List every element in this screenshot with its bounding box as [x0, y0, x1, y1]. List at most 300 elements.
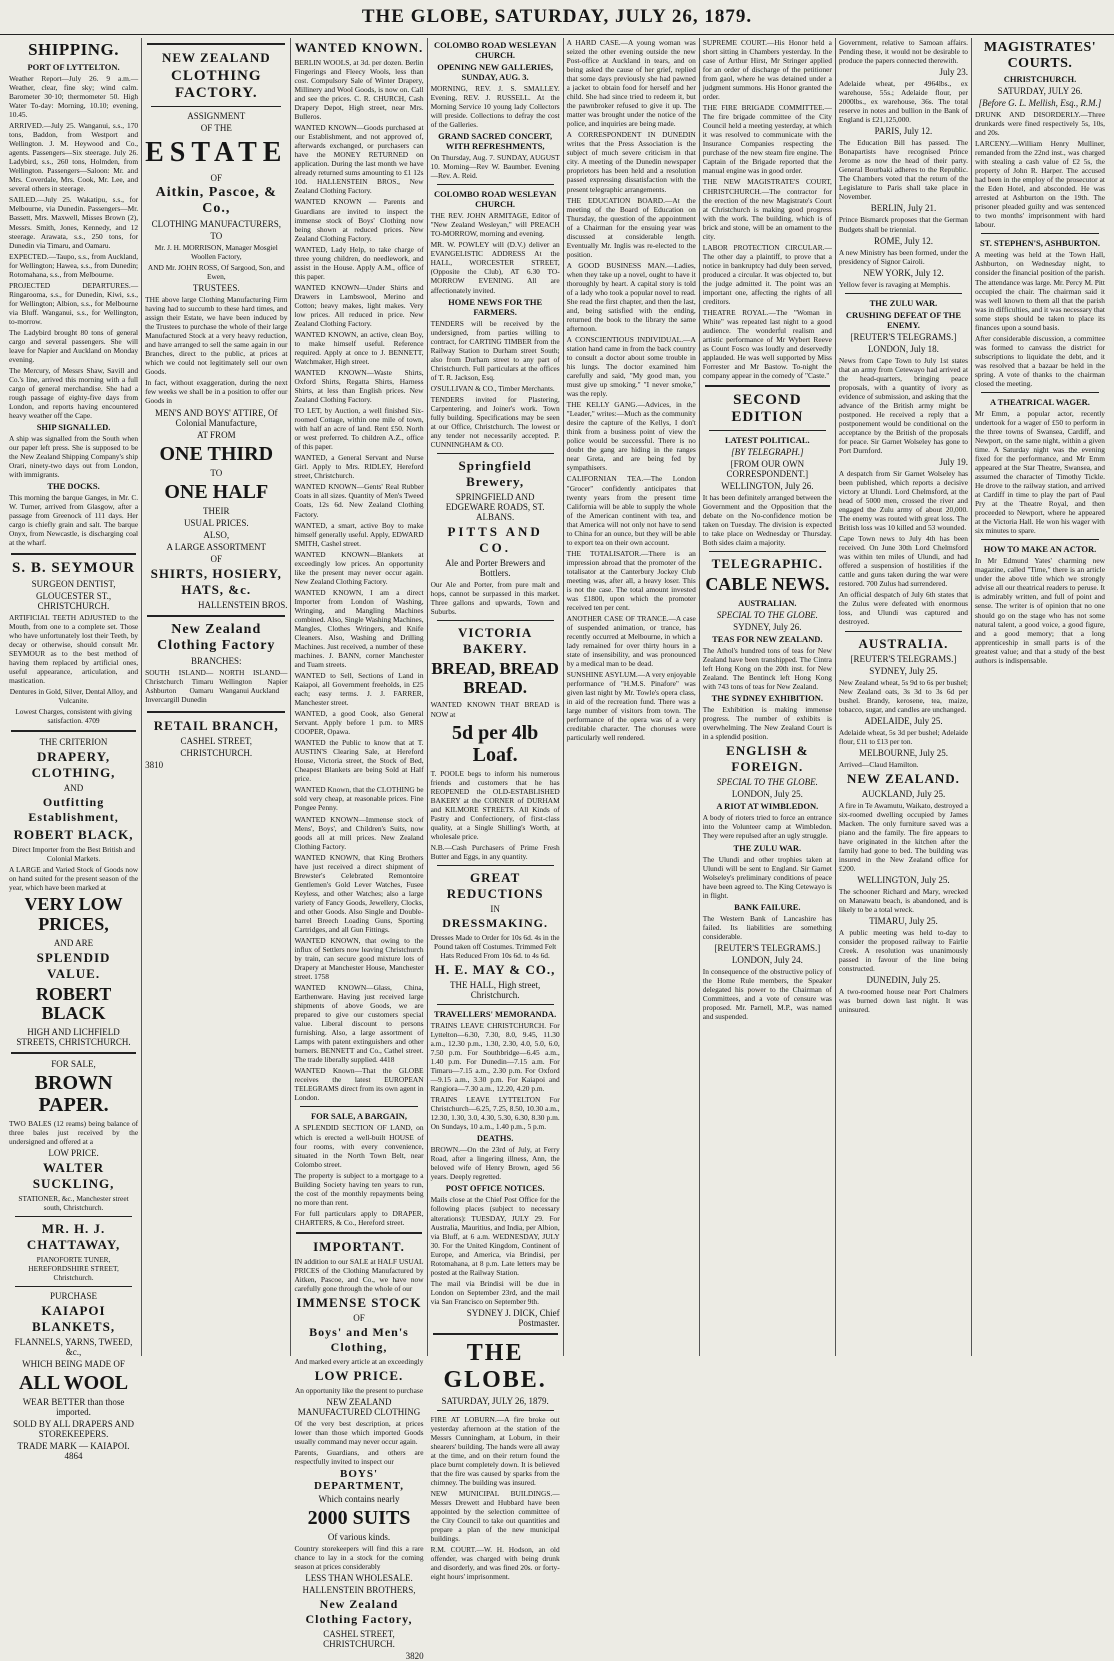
dateline: NEW YORK, July 12. — [863, 267, 944, 278]
news-paragraph: The Education Bill has passed. The Bonapartists have recognised Prince Jerome as now the head of their party. General Bourbaki adheres to the Republic. The Chambers voted that the return of the Legislature to Paris shall take place in November. — [838, 138, 968, 202]
walter-suckling: WALTER SUCKLING, — [32, 1160, 115, 1192]
wager-heading: A THEATRICAL WAGER. — [990, 396, 1090, 407]
criterion-sub: Direct Importer from the Best British and Colonial Markets. — [12, 844, 135, 863]
of-the: OF THE — [200, 123, 232, 133]
bakery-text: WANTED KNOWN THAT BREAD is NOW at — [430, 700, 560, 719]
classified-ad: WANTED, a General Servant and Nurse Girl. Apply to Mrs. RIDLEY, Hereford street, Christchurch. — [294, 453, 424, 481]
brewery-text: Our Ale and Porter, from pure malt and hops, cannot be surpassed in this market. Three gallons and upwards, Town and Suburbs. — [430, 579, 560, 617]
shipping-text: SAILED.—July 25. Wakatipu, s.s., for Melbourne, via Dunedin. Passengers—Mr. Bassett, Mrs. Maxwell, Misses Brown (2), Messrs. Smith, Jones, Kennedy, and 12 steerage. Arawata, s.s., 250 tons, for Dunedin via Timaru, and Oamaru. — [9, 195, 139, 250]
tender-text: TENDERS invited for Plastering, Carpentering, and Joiner's work. Town fully building. Specifications may be seen at our Office, Christchurch. The lowest or any tender not necessarily accepted. P. CUNNINGHAM & CO. — [430, 394, 560, 449]
divider — [709, 551, 826, 552]
news-paragraph: THE EDUCATION BOARD.—At the meeting of the Board of Education on Thursday, the question of the appointment of a Chairman for the ensuing year was discussed at considerable length. Eventually Mr. Inglis was re-elected to the position. — [566, 195, 696, 259]
ashburton-heading: ST. STEPHEN'S, ASHBURTON. — [979, 238, 1101, 249]
divider — [300, 1106, 417, 1107]
dateline: SYDNEY, July 25. — [869, 665, 938, 676]
classified-ad: TO LET, by Auction, a well finished Six-roomed Cottage, within one mile of town, with half an acre of land. Rent £50. North or west preferred. To children A.Z., office of this paper. — [294, 406, 424, 452]
their: THEIR — [203, 505, 230, 516]
column-5 — [564, 38, 700, 1356]
divider — [433, 1333, 558, 1335]
magistrates-heading: MAGISTRATES' COURTS. — [983, 40, 1097, 71]
news-paragraph: The Western Bank of Lancashire has failed. Its liabilities are something considerable. — [702, 913, 832, 941]
news-paragraph: SUPREME COURT.—His Honor held a short sitting in Chambers yesterday. In the case of Arthur Hirst, Mr Stringer applied for an order of discharge of the petitioner from gaol, where he was detained under a judgment summons. His Honor granted the order. — [702, 38, 832, 102]
special-to-globe: SPECIAL TO THE GLOBE. — [716, 610, 818, 621]
important-text: An opportunity like the present to purchase — [294, 1385, 424, 1395]
boys-mens-clothing: Boys' and Men's Clothing, — [309, 1324, 409, 1354]
bank-heading: BANK FAILURE. — [734, 901, 801, 912]
australia-heading: AUSTRALIA. — [858, 635, 949, 651]
dressmaking-text: Dresses Made to Order for 10s 6d. 4s in the Pound taken off Costumes. Trimmed Felt Hats Reduced From 10s 6d. to 4s 6d. — [430, 932, 560, 960]
various-kinds: Of various kinds. — [327, 1532, 391, 1543]
news-paragraph: An official despatch of July 6th states that the Zulus were defeated with enormous loss, and Ulundi was captured and destroyed. — [838, 590, 968, 627]
shirts-hosiery: SHIRTS, HOSIERY, HATS, &c. — [150, 565, 282, 597]
brown-paper: BROWN PAPER. — [34, 1072, 113, 1117]
church-text: THE REV. JOHN ARMITAGE, Editor of "New Zealand Wesleyan," will PREACH TO-MORROW, morning and evening. — [430, 211, 560, 239]
divider — [11, 730, 136, 732]
divider — [147, 43, 285, 45]
clothing-factory-heading: CLOTHING FACTORY. — [171, 68, 262, 101]
classified-ad: WANTED KNOWN, I am a direct Importer from London of Washing, Wringing, and Mangling Machines combined. Also, Single Washing Machines, Mangles, Clothes Wringers, and Knife Cleaners. Also, Washing and Drilling Machines. Just received, a number of these machines. J. BANN, corner Manchester and Tuam streets. — [294, 587, 424, 669]
news-paragraph: Cape Town news to July 4th has been received. On June 30th Lord Chelmsford was within ten miles of Ulundi, and had offered a suspension of hostilities if the cattle and guns taken during the war were restored. 700 Zulus had surrendered. — [838, 534, 968, 589]
south-island: SOUTH ISLAND— Christchurch Timaru Ashburton Oamaru Invercargill Dunedin — [145, 667, 214, 704]
wool-sub: WEAR BETTER than those imported. — [22, 1397, 125, 1418]
low-price: LOW PRICE. — [48, 1148, 99, 1159]
train-times: TRAINS LEAVE LYTTELTON For Christchurch—6.25, 7.25, 8.50, 10.30 a.m., 12.30, 1.30, 3.0, 4.30, 5.30, 6.30, 8.30 p.m. On Sundays, 10 a.m., 1.40 p.m., 5 p.m. — [430, 1095, 560, 1132]
h-e-may: H. E. MAY & CO., — [434, 961, 556, 977]
dateline: SATURDAY, JULY 26. — [997, 86, 1083, 96]
two-thousand-suits: 2000 SUITS — [307, 1507, 411, 1530]
very-low-prices: VERY LOW PRICES, — [24, 894, 123, 934]
news-paragraph: A CONSCIENTIOUS INDIVIDUAL.—A station hand came in from the back country to consult a doctor about some trouble in his lungs. The doctor examined him carefully and said, "My good man, you must give up smoking." "I never smoke," was the reply. — [566, 335, 696, 399]
bargain-text: A SPLENDID SECTION OF LAND, on which is erected a well-built HOUSE of four rooms, with every convenience, situated in the North Town Belt, near Colombo street. — [294, 1123, 424, 1169]
news-paragraph: A two-roomed house near Port Chalmers was burned down last night. It was uninsured. — [838, 987, 968, 1015]
classified-ad: WANTED, a good Cook, also General Servant. Apply before 1 p.m. to MRS COOPER, Opawa. — [294, 709, 424, 737]
of: OF — [210, 173, 223, 183]
divider — [981, 392, 1099, 393]
assignment-body: In fact, without exaggeration, during the next few weeks we shall be in a position to offer our Goods in — [145, 378, 288, 406]
bargain-heading: FOR SALE, A BARGAIN, — [310, 1111, 408, 1122]
springfield-sub: SPRINGFIELD AND EDGEWARE ROADS, ST. ALBANS. — [445, 491, 545, 522]
reuters: [REUTER'S TELEGRAMS.] — [850, 331, 957, 342]
divider — [845, 631, 962, 632]
classified-ad: WANTED KNOWN—Blankets at exceedingly low prices. An opportunity like the present may never occur again. New Zealand Clothing Factory. — [294, 549, 424, 586]
important-text: Country storekeepers will find this a rare chance to lay in a stock for the coming season at prices considerably — [294, 1544, 424, 1572]
news-paragraph: Adelaide wheat, per 4964lbs., ex warehouse, 55s.; Adelaide flour, per 2000lbs., ex warehouse, 36s. The total reserve in notes and bullion in the Bank of England is £21,125,000. — [838, 79, 968, 125]
nz-heading: NEW ZEALAND — [161, 50, 271, 65]
actor-heading: HOW TO MAKE AN ACTOR. — [983, 544, 1097, 555]
news-paragraph: R.M. COURT.—W. H. Hodson, an old offender, was charged with being drunk and disorderly, and was fined 20s. or forty-eight hours' imprisonment. — [430, 1545, 560, 1582]
divider — [437, 865, 554, 866]
assignment: ASSIGNMENT — [187, 111, 246, 121]
criterion-line: AND — [63, 782, 84, 793]
news-paragraph: In Mr Edmund Yates' charming new magazine, called "Time," there is an article under the above title which we strongly advise all our theatrical readers to peruse. It is admirably written, and full of point and sense. The writer is of opinion that no one should go on the stage who has not some natural talent, a good voice, a good figure, and a good memory; that a long apprenticeship in small parts is of the greatest value; and that a study of the best authors is indispensable. — [975, 556, 1105, 665]
wanted-known-heading: WANTED KNOWN. — [294, 40, 424, 55]
important-text: Of the very best description, at prices lower than those which imported Goods usually command may never occur again. — [294, 1419, 424, 1447]
classified-ad: WANTED, a smart, active Boy to make himself generally useful. Apply, EDWARD SMITH, Cashel street. — [294, 520, 424, 548]
seymour-title: SURGEON DENTIST, — [31, 578, 116, 589]
news-paragraph: A body of rioters tried to force an entrance into the Volunteer camp at Wimbledon. They were repulsed after an ugly struggle. — [702, 813, 832, 841]
dateline: BERLIN, July 21. — [870, 203, 937, 214]
dateline: ROME, July 12. — [873, 235, 933, 246]
news-paragraph: A fire in Te Awamutu, Waikato, destroyed a six-roomed dwelling occupied by James Macken. The only furniture saved was a piano and the family. The fire appears to have originated in the kitchen after the family had gone to bed. The building was insured in the New Zealand office for £200. — [838, 800, 968, 873]
important-text: IN addition to our SALE at HALF USUAL PRICES of the Clothing Manufactured by Aitken, Pascoe, and Co., we have now carefully gone through the whole of our — [294, 1256, 424, 1293]
column-1 — [6, 38, 142, 1462]
divider — [981, 539, 1099, 540]
seymour-body: ARTIFICIAL TEETH ADJUSTED to the Mouth, from one to a complete set. Those who have unfortunately lost their Teeth, by decay or otherwise, should consult Mr. SEYMOUR as to the best method of having them replaced by artificial ones, useful appearance, articulation, and mastication. — [9, 612, 139, 685]
dateline: WELLINGTON, July 26. — [721, 481, 814, 492]
column-3 — [291, 38, 427, 1661]
shipping-text: This morning the barque Ganges, in Mr. C. W. Turner, arrived from Glasgow, after a passage from Greenock of 111 days. Her cargo is chiefly grain and salt. The barque Onyx, from Newcastle, is discharging coal at the wharf. — [9, 493, 139, 548]
shipping-text: ARRIVED.—July 25. Wanganui, s.s., 170 tons, Baddon, from Westport and Wellington. J. M. Heywood and Co., agents. Passengers—Six steerage. July 26. Ladybird, s.s., 260 tons, Holmden, from Wellington. Passengers—Saloon: Mr. and Mrs. Coverdale, Mrs. Cook, Mr. Lee, and several others in steerage. — [9, 121, 139, 194]
dateline: July 19. — [939, 456, 968, 467]
news-paragraph: A HARD CASE.—A young woman was seized the other evening outside the new Post-office at Auckland in tears, and on being asked the cause of her grief, replied that some days previously she had pawned a jacket to obtain food for herself and her child. She had since tried to redeem it, but the pawnbroker refused to give it up. The matter was brought under the notice of the police, and inquiries are being made. — [566, 38, 696, 129]
news-paragraph: Adelaide wheat, 5s 3d per bushel; Adelaide flour, £11 to £13 per ton. — [838, 727, 968, 746]
church-text: MORNING, REV. J. S. SMALLEY. Evening, REV. J. RUSSELL. At the Morning Service 10 young lady Collectors will preside. Collections to defray the cost of the Galleries. — [430, 84, 560, 130]
usual-prices: USUAL PRICES. — [183, 517, 249, 528]
divider — [981, 233, 1099, 234]
in: IN — [490, 903, 500, 914]
criterion-line: THE CRITERION — [39, 736, 108, 747]
criterion-address: HIGH AND LICHFIELD STREETS, CHRISTCHURCH. — [16, 1027, 131, 1048]
dateline: LONDON, July 18. — [867, 343, 939, 354]
chattaway-sub: PIANOFORTE TUNER, HEREFORDSHIRE STREET, Christchurch. — [28, 1255, 119, 1283]
kaiapoi-line: FLANNELS, YARNS, TWEED, &c., — [14, 1337, 133, 1358]
shipping-text: PROJECTED DEPARTURES.—Ringarooma, s.s., for Dunedin, Kiwi, s.s., for Wellington; Albion, s.s., for Melbourne via Bluff. Wanganui, s.s., for Wellington, to-morrow. — [9, 280, 139, 326]
classified-ad: WANTED the Public to know that at T. AUSTIN'S Clearing Sale, at Hereford House, Victoria street, the Stock of Bed, Cheapest Blankets are being Sold at Half price. — [294, 738, 424, 784]
robert-black-name: ROBERT BLACK, — [13, 826, 134, 842]
of2: OF — [210, 553, 223, 564]
news-paragraph: In consequence of the obstructive policy of the Home Rule members, the Speaker delegated his power to the Chairman of Committees, and a vote of censure was proposed. Mr. Parnell, M.P., was named and suspended. — [702, 966, 832, 1021]
news-paragraph: THE TOTALISATOR.—There is an impression abroad that the promoter of the totalisator at the Canterbury Jockey Club meeting was, after all, a heavy loser. This is not the case. The total amount invested was £1800, upon which the promoter received ten per cent. — [566, 548, 696, 612]
criterion-line: DRAPERY, CLOTHING, — [31, 748, 116, 780]
news-paragraph: A new Ministry has been formed, under the presidency of Signor Cairoli. — [838, 247, 968, 266]
mens-boys: MEN'S AND BOYS' ATTIRE, Of Colonial Manufacture, — [155, 407, 278, 428]
divider — [151, 106, 281, 107]
suckling-address: STATIONER, &c., Manchester street south, Christchurch. — [18, 1194, 129, 1213]
divider — [709, 430, 826, 431]
bakery-text: T. POOLE begs to inform his numerous friends and customers that he has REOPENED the OLD-ESTABLISHED BAKERY at the CORNER of DURHAM and KILMORE STREETS. All Kinds of Pastry and Confectionery, of first-class quality, at a Single Shilling's Worth, at wholesale price. — [430, 768, 560, 841]
divider — [15, 1216, 132, 1217]
shipping-heading: SHIPPING. — [28, 40, 120, 59]
columns — [6, 38, 1108, 1661]
branch-list — [145, 668, 287, 706]
ship-signalled-heading: SHIP SIGNALLED. — [36, 422, 111, 433]
assignment-body: THE above large Clothing Manufacturing Firm having had to succumb to these hard times, and assign their Estate, we have been induced by the Trustees to purchase the whole of their large Manufactured Stock at a very heavy reduction, and have arranged to sell the same again in our Branches, direct to the public, at prices at which we could not legitimately sell our own Goods. — [145, 295, 288, 377]
important-text: Parents, Guardians, and others are respectfully invited to inspect our — [294, 1448, 424, 1467]
masthead: THE GLOBE, SATURDAY, JULY 26, 1879. — [0, 0, 1114, 35]
dateline: AUCKLAND, July 25. — [861, 788, 946, 799]
criterion-body: A LARGE and Varied Stock of Goods now on hand suited for the present season of the year, which have been marked at — [9, 864, 139, 892]
nzcf-footer: New Zealand Clothing Factory, — [305, 1597, 413, 1627]
divider — [296, 1232, 421, 1234]
cable-news: CABLE NEWS. — [705, 574, 830, 595]
exhibition-heading: THE SYDNEY EXHIBITION. — [711, 693, 824, 704]
church-heading: COLOMBO ROAD WESLEYAN CHURCH. — [433, 189, 557, 210]
trade-mark: TRADE MARK — KAIAPOI. 4864 — [17, 1441, 130, 1462]
news-paragraph: The Ulundi and other trophies taken at Ulundi will be sent to England. Sir Garnet Wolseley's preliminary conditions of peace have been agreed to. The King Cetewayo is in flight. — [702, 854, 832, 900]
purchase: PURCHASE — [50, 1291, 98, 1302]
boys-department: BOYS' DEPARTMENT, — [314, 1468, 404, 1493]
also: ALSO, — [203, 529, 230, 540]
port-subheading: PORT OF LYTTELTON. — [27, 62, 120, 72]
news-paragraph: THE FIRE BRIGADE COMMITTEE.—The fire brigade committee of the City Council held a meeting yesterday, at which it was resolved to communicate with the Insurance Companies respecting the purchase of the new steam fire engine. The Captain of the Brigade reported that the manual engine was in good order. — [702, 103, 832, 176]
seymour-line: Dentures in Gold, Silver, Dental Alloy, and Vulcanite. — [9, 686, 138, 705]
news-paragraph: New Zealand wheat, 5s 9d to 6s per bushel; New Zealand oats, 3s 3d to 3s 6d per bushel. Brandy, kerosene, tea, maize, tobacco, sugar, and candles are unchanged. — [838, 677, 968, 714]
dressmaking: DRESSMAKING. — [442, 915, 548, 930]
australian: AUSTRALIAN. — [738, 598, 797, 609]
reuters: [REUTER'S TELEGRAMS.] — [850, 653, 957, 664]
classified-ad: WANTED to Sell, Sections of Land in Kaiapoi, all Government freeholds, in £25 each; easy terms. J. J. FARRER, Manchester street. — [294, 671, 424, 708]
news-paragraph: FIRE AT LOBURN.—A fire broke out yesterday afternoon at the station of the Messrs Cunningham, at Loburn, in their shearers' building. The hands were all away at the time, and on their return found the place burnt completely down. It is believed that the fire was caused by sparks from the chimney. The building was insured. — [430, 1414, 560, 1488]
divider — [705, 385, 830, 387]
classified-ad: WANTED KNOWN—Glass, China, Earthenware. Having just received large shipments of above Goods, we are prepared to give our customers special value. Liberal discount to persons furnishing. Also, a large assortment of Lamps with patent extinguishers and other burners. BENNETT and Co., Cathel street. The trade liberally supplied. 4418 — [294, 983, 424, 1065]
classified-ad: WANTED KNOWN—Goods purchased at our Establishment, and not approved of, afterwards exchanged, or purchasers can have the MONEY RETURNED on application. During the last month we have already returned sums amounting to £1 12s 10d. HALLENSTEIN BROS., New Zealand Clothing Factory. — [294, 123, 424, 196]
seymour-name: S. B. SEYMOUR — [12, 559, 136, 576]
bargain-text: For full particulars apply to DRAPER, CHARTERS, & Co., Hereford street. — [294, 1208, 424, 1227]
criterion-and: AND ARE — [53, 937, 94, 948]
criterion-line: Outfitting Establishment, — [28, 794, 119, 824]
dateline: PARIS, July 12. — [874, 126, 933, 137]
shipping-text: A ship was signalled from the South when our paper left press. She is supposed to be the New Zealand Shipping Company's ship Orari, ninety-two days out from London, with immigrants. — [9, 434, 139, 480]
for-sale: FOR SALE, — [51, 1059, 96, 1070]
immense-stock: IMMENSE STOCK — [296, 1294, 422, 1310]
news-paragraph: THE NEW MAGISTRATE'S COURT, CHRISTCHURCH.—The contractor for the erection of the new Magistrate's Court at Christchurch is making good progress with the work. The building, which is of brick and stone, will be an ornament to the city. — [702, 177, 832, 241]
news-paragraph: THEATRE ROYAL.—The "Woman in White" was repeated last night to a good audience. The wonderful realism and artistic performance of Mr Wybert Reeve as Count Fosco was loudly and deservedly applauded. He was well supported by Miss Forrester and Mr Bastow. To-night the company appear in the comedy of "Caste." — [702, 307, 832, 381]
news-paragraph: LABOR PROTECTION CIRCULAR.—The other day a plaintiff, to prove that a notice in bankruptcy had duly been served, produced a circular. It was objected to, but the judge admitted it. The point was an important one, affecting the rights of all creditors. — [702, 242, 832, 306]
postmaster: SYDNEY J. DICK, Chief Postmaster. — [466, 1307, 560, 1328]
of: OF — [353, 1312, 365, 1323]
classified-ad: WANTED KNOWN, an active, clean Boy, to make himself useful. Reference required. Apply at once to J. BENNETT, Watchmaker, High street. — [294, 329, 424, 366]
news-paragraph: The Exhibition is making immense progress. The number of exhibits is overwhelming. The New Zealand Court is in a splendid position. — [702, 705, 832, 742]
dateline: MELBOURNE, July 25. — [858, 747, 948, 758]
at-from: AT FROM — [196, 429, 236, 440]
news-paragraph: It has been definitely arranged between the Government and the Opposition that the debate on the No-confidence motion be taken on Tuesday. The division is expected to take place on Wednesday or Thursday. Both sides claim a majority. — [702, 493, 832, 548]
shipping-text: EXPECTED.—Taupo, s.s., from Auckland, for Wellington; Hawea, s.s., from Dunedin; Rotomahana, s.s., from Melbourne. — [9, 251, 139, 279]
concert-heading: GRAND SACRED CONCERT, WITH REFRESHMENTS, — [438, 131, 553, 152]
all-wool: ALL WOOL — [18, 1372, 129, 1395]
paper-date: SATURDAY, JULY 26, 1879. — [441, 1395, 549, 1406]
divider — [15, 1286, 132, 1287]
divider — [437, 1004, 554, 1005]
news-paragraph: NEW MUNICIPAL BUILDINGS.—Messrs Drewett and Hubbard have been appointed by the selection committee of the City Council to take out quantities and prepare a plan of the new municipal buildings. — [430, 1489, 560, 1544]
bread-price: 5d per 4lb Loaf. — [451, 721, 539, 766]
bread-bread: BREAD, BREAD BREAD. — [431, 659, 559, 697]
one-half: ONE HALF — [164, 480, 269, 503]
cashel-street: CASHEL STREET, — [180, 735, 253, 746]
north-island: NORTH ISLAND— Wellington Napier Wanganui Auckland — [219, 667, 288, 695]
english-foreign: ENGLISH & FOREIGN. — [726, 743, 809, 775]
the-hall: THE HALL, High street, Christchurch. — [450, 979, 541, 1000]
to2: TO — [210, 467, 223, 478]
deaths-heading: DEATHS. — [476, 1133, 514, 1144]
court-report: LARCENY.—William Henry Mulliner, remanded from the 22nd inst., was charged with stealing a cash value of £2 5s, the property of John R. Harper. The accused had been in the employ of the prosecutor at the Eden Hotel, and absconded. He was arrested at Ashburton on the 19th. The prisoner pleaded guilty and was sentenced to two months' imprisonment with hard labour. — [975, 139, 1105, 230]
news-paragraph: THE KELLY GANG.—Advices, in the "Leader," writes:—Much as the community desire the capture of the Kellys, I don't think from a business point of view the police would be successful. There is no doubt the gang are hiding in the ranges near Greta, and are being fed by sympathisers. — [566, 400, 696, 473]
classified-ad: WANTED KNOWN—Immense stock of Mens', Boys', and Children's Suits, now goods all at mill prices. New Zealand Clothing Factory. — [294, 814, 424, 851]
seymour-line: Lowest Charges, consistent with giving satisfaction. 4709 — [15, 706, 132, 725]
divider — [437, 620, 554, 621]
aitkin-pascoe: Aitkin, Pascoe, & Co., — [155, 185, 277, 216]
morrison: Mr. J. H. MORRISON, Manager Mosgiel Woollen Factory, — [154, 243, 278, 262]
springfield-brewery: Springfield Brewery, — [458, 457, 532, 489]
news-paragraph: The schooner Richard and Mary, wrecked on Manawatu beach, is abandoned, and is likely to be a total wreck. — [838, 886, 968, 915]
special-to-globe: SPECIAL TO THE GLOBE. — [716, 777, 818, 788]
dateline: SYDNEY, July 26. — [733, 622, 802, 633]
christchurch: CHRISTCHURCH. — [180, 747, 253, 758]
post-office-heading: POST OFFICE NOTICES. — [445, 1183, 545, 1194]
news-paragraph: Yellow fever is ravaging at Memphis. — [838, 279, 951, 289]
shipping-text: The Ladybird brought 80 tons of general cargo and several passengers. She will leave for Napier and Auckland on Monday evening. — [9, 327, 139, 364]
column-7 — [836, 38, 972, 1356]
docks-heading: THE DOCKS. — [47, 481, 100, 492]
estate: ESTATE — [145, 137, 288, 168]
low-price: LOW PRICE. — [314, 1367, 404, 1383]
paper-title: THE GLOBE. — [443, 1339, 547, 1393]
church-text: MR. W. POWLEY will (D.V.) deliver an EVANGELISTIC ADDRESS At the HALL, WORCESTER STREET, (Opposite the Club), AT 6.30 TO-MORROW EVENING. All are affectionately invited. — [430, 240, 560, 295]
tender-text: TENDERS will be received by the undersigned, from parties willing to contract, for CARTING TIMBER from the Railway Station to Durham street South; also from Durham street to any part of Christchurch. Full particulars at the offices of T. R. Jackson, Esq. — [430, 318, 560, 382]
shipping-text: The Mercury, of Messrs Shaw, Savill and Co.'s line, arrived this morning with a full cargo of general merchandise. She had a rough passage of eighty-five days from London, and reports having encountered heavy weather off the Cape. — [9, 365, 139, 421]
news-paragraph: Arrived—Claud Hamilton. — [838, 759, 919, 769]
news-paragraph: The Athol's hundred tons of teas for New Zealand have been transhipped. The Cintra left Hong Kong on the 20th inst. for New Zealand. The Bentinck left Hong Kong with 743 tons of teas for New Zealand. — [702, 646, 832, 692]
dateline: July 23. — [939, 67, 968, 78]
dateline: WELLINGTON, July 25. — [857, 874, 950, 885]
riot-heading: A RIOT AT WIMBLEDON. — [716, 801, 819, 812]
dateline: DUNEDIN, July 25. — [866, 975, 941, 986]
news-paragraph: Mr Emm, a popular actor, recently undertook for a wager of £50 to perform in the three towns of Swansea, Cardiff, and Newport, on the same night, within a given time. A Saturday night was the evening fixed for the performance, and Mr Emm appeared at the Star Theatre, Swansea, and assumed the character of Timothy Tickle. He drove to the railway station, and arrived at Cardiff in time to play the part of Paul Pry at the Theatre Royal, and then proceeded to Newport, where he appeared at the Victoria Hall. He won his wager with six minutes to spare. — [975, 408, 1105, 536]
train-times: TRAINS LEAVE CHRISTCHURCH. For Lyttelton—6.30, 7.30, 8.0, 9.45, 11.30 a.m., 12.30 p.m., 1.30, 2.30, 4.0, 5.0, 6.0, 7.50 p.m. For Southbridge—6.45 a.m., 1.40 p.m. For Dunedin—7.15 a.m. For Timaru—7.15 a.m., 2.30 p.m. For Oxford—9.15 a.m., 3.30 p.m. For Kaiapoi and Rangiora—7.30 a.m., 12.20, 4.20 p.m. — [430, 1020, 560, 1094]
dateline: LONDON, July 25. — [731, 789, 803, 800]
great-reductions: GREAT REDUCTIONS — [446, 869, 544, 901]
dateline: TIMARU, July 25. — [869, 916, 938, 927]
which-contains: Which contains nearly — [318, 1494, 400, 1505]
classified-ad: WANTED KNOWN—Waste Shirts, Oxford Shirts, Regatta Shirts, Harness Shirts, at less than English prices. New Zealand Clothing Factory. — [294, 368, 424, 405]
divider — [437, 1410, 554, 1411]
shipping-text: Weather Report—July 26. 9 a.m.—Weather, clear, fine sky; wind calm. Barometer 30·10; thermometer 50. High Water To-day: Morning, 10.10; evening, 10.45. — [9, 74, 139, 120]
news-paragraph: A public meeting was held to-day to consider the proposed railway to Fairlie Creek. A resolution was unanimously passed in favour of the line being constructed. — [838, 928, 968, 974]
court-report: DRUNK AND DISORDERLY.—Three drunkards were fined respectively 5s, 10s, and 20s. — [975, 110, 1105, 138]
zulu-heading: THE ZULU WAR. — [869, 297, 938, 308]
divider — [11, 1052, 136, 1054]
ad-number: 3810 — [145, 759, 164, 770]
hallenstein-brothers: HALLENSTEIN BROTHERS, — [302, 1585, 416, 1596]
death-notice: BROWN.—On the 23rd of July, at Ferry Road, after a lingering illness, Ann, the beloved wife of Henry Brown, aged 56 years. Deeply regretted. — [430, 1145, 560, 1182]
christchurch-sub: CHRISTCHURCH. — [1003, 74, 1077, 84]
kaiapoi-line: WHICH BEING MADE OF — [22, 1359, 125, 1370]
own-correspondent: [FROM OUR OWN CORRESPONDENT.] — [726, 459, 809, 480]
column-2 — [142, 38, 291, 1356]
important-text: And marked every article at an exceedingly — [294, 1356, 424, 1366]
galleries-heading: OPENING NEW GALLERIES, SUNDAY, AUG. 3. — [437, 62, 554, 82]
cashel-address: CASHEL STREET, CHRISTCHURCH. — [323, 1629, 395, 1650]
bakery-text: N.B.—Cash Purchasers of Prime Fresh Butter and Eggs, in any quantity. — [430, 842, 560, 861]
nz-manufactured: NEW ZEALAND MANUFACTURED CLOTHING — [297, 1397, 421, 1417]
less-than-wholesale: LESS THAN WHOLESALE. — [305, 1573, 413, 1584]
splendid-value: SPLENDID VALUE. — [36, 949, 111, 981]
classified-ad: WANTED Known, that the CLOTHING be sold very cheap, at reasonable prices. Fine Pongee Penny. — [294, 785, 424, 813]
one-third: ONE THIRD — [159, 442, 274, 465]
news-paragraph: Government, relative to Samoan affairs. Pending these, it would not be desirable to produce the papers connected therewith. — [838, 38, 968, 66]
home-news-heading: HOME NEWS FOR THE FARMERS. — [448, 296, 543, 317]
news-paragraph: CALIFORNIAN TEA.—The London "Grocer" confidently anticipates that twenty years from the present time California will be able to supply the whole of the American continent with tea, and that America will not only not have to send to China for an ounce, but they will be able to export tea on their own account. — [566, 474, 696, 547]
divider — [437, 453, 554, 454]
news-paragraph: After considerable discussion, a committee was formed to canvass the district for subscriptions to liquidate the debt, and it was resolved that a bazaar be held in the spring. A vote of thanks to the chairman closed the meeting. — [975, 333, 1105, 388]
news-paragraph: ANOTHER CASE OF TRANCE.—A case of suspended animation, or trance, has recently occurred at Melbourne, in which a lady remained for over thirty hours in a state of insensibility, and was pronounced by a medical man to be dead. — [566, 613, 696, 669]
before: [Before G. L. Mellish, Esq., R.M.] — [978, 98, 1102, 108]
chattaway-name: MR. H. J. CHATTAWAY, — [26, 1221, 121, 1253]
divider — [147, 711, 285, 713]
robert-black-name-2: ROBERT BLACK — [35, 983, 112, 1024]
tender-text: O'SULLIVAN & CO., Timber Merchants. — [430, 383, 555, 393]
classified-ad: WANTED KNOWN—Under Shirts and Drawers in Lambswool, Merino and Cotton; heavy makes, light makes. Very low prices. All reduced in price. New Zealand Clothing Factory. — [294, 282, 424, 328]
divider — [11, 553, 136, 555]
pitts-sub: Ale and Porter Brewers and Bottlers. — [445, 557, 546, 578]
retail-branch: RETAIL BRANCH, — [153, 717, 279, 733]
travellers-heading: TRAVELLERS' MEMORANDA. — [434, 1008, 557, 1019]
brown-body: TWO BALES (12 reams) being balance of three bales just received by the undersigned and offered at a — [9, 1119, 139, 1147]
classified-ad: WANTED Known—That the GLOBE receives the latest EUROPEAN TELEGRAMS direct from its own agent in London. — [294, 1066, 424, 1103]
kaiapoi-blankets: KAIAPOI BLANKETS, — [32, 1303, 116, 1335]
divider — [845, 293, 962, 294]
news-paragraph: SUNSHINE ASYLUM.—A very enjoyable performance of "H.M.S. Pinafore" was given last night by Mr. Towle's opera class, in aid of the recreation fund. There was a large number of visitors from town. The performance of the opera was of a very creditable character. The choruses were particularly well rendered. — [566, 670, 696, 743]
manufacturers: CLOTHING MANUFACTURERS, — [151, 219, 281, 229]
news-paragraph: News from Cape Town to July 1st states that an army from Cetewayo had arrived at the head-quarters, bringing peace proposals, with a quantity of ivory as evidence of submission, and asking that the advance of the British army might be postponed. He received a reply that a postponement would be conditional on the acceptance by the British of the proposals for peace. Sir Garnet Wolseley has gone to Port Durnford. — [838, 355, 968, 455]
post-office-text: The mail via Brindisi will be due in London on September 23rd, and the mail via San Francisco on September 9th. — [430, 1278, 560, 1306]
classified-ad: BERLIN WOOLS, at 3d. per dozen. Berlin Fingerings and Fleecy Wools, less than cost. Compulsory Sale of Winter Drapery, Millinery and Wool Goods, is now on. Call and see the prices. C. R. CHURCH, Cash Drapery Depot, High street, near Mrs. Bulleros. — [294, 58, 424, 122]
to: TO — [210, 231, 223, 241]
divider — [147, 615, 285, 617]
post-office-text: Mails close at the Chief Post Office for the following places (subject to necessary alterations): TUESDAY, JULY 29. For Australia, Mauritius, and India, per Albion, via Bluff, at 6 a.m. WEDNESDAY, JULY 30. For the United Kingdom, Continent of Europe, and America, via Brindisi, per Rotomahana, at 8 p.m. Late letters may be posted at the Railway Station. — [430, 1195, 560, 1277]
news-paragraph: A meeting was held at the Town Hall, Ashburton, on Wednesday night, to consider the financial position of the parish. The attendance was large. Mr. Percy M. Pitt occupied the chair. The chairman said it was well known to them all that the parish was in difficulties, and it was necessary that some steps should be taken to place its finances upon a sound basis. — [975, 250, 1105, 332]
trustees: TRUSTEES. — [192, 283, 240, 294]
hallenstein: HALLENSTEIN BROS. — [197, 599, 288, 610]
news-paragraph: A GOOD BUSINESS MAN.—Ladies, when they take up a novel, ought to have it thoroughly by heart. A capital story is told of a lady who took a popular novel to read. She read the first chapter, and then the last, and, being satisfied with the ending, returned the book to the library the same afternoon. — [566, 260, 696, 333]
classified-ad: WANTED KNOWN, that King Brothers have just received a direct shipment of Brewster's Celebrated Remontoire Gentlemen's Gold Lever Watches, Fusee Keyless, and other Watches; also a large variety of Fancy Goods, Jewellery, Clocks, and other Goods. Also Single and Double-barrel Breech Loading Guns, Sporting Cartridges, and all Gun Fittings. — [294, 852, 424, 934]
news-paragraph: A CORRESPONDENT IN DUNEDIN writes that the Press Association is the subject of much severe criticism in that city. A meeting of the Dunedin newspaper proprietors has been held and a resolution passed expressing dissatisfaction with the present telegraphic arrangements. — [566, 130, 696, 194]
latest-political: LATEST POLITICAL. — [724, 435, 810, 446]
news-paragraph: Prince Bismarck proposes that the German Budgets shall be triennial. — [838, 215, 968, 234]
new-zealand-heading: NEW ZEALAND. — [847, 770, 960, 786]
column-8 — [972, 38, 1108, 1356]
branches: BRANCHES: — [191, 655, 242, 666]
victoria-bakery: VICTORIA BAKERY. — [458, 625, 533, 657]
column-4 — [428, 38, 564, 1582]
telegraphic: TELEGRAPHIC. — [711, 556, 823, 572]
bargain-text: The property is subject to a mortgage to a Building Society having ten years to run, the cost of the monthly repayments being no more than rent. — [294, 1170, 424, 1207]
teas-heading: TEAS FOR NEW ZEALAND. — [712, 634, 823, 645]
large-assortment: A LARGE ASSORTMENT — [166, 541, 267, 552]
dateline: LONDON, July 24. — [731, 954, 803, 965]
sold-by: SOLD BY ALL DRAPERS AND STOREKEEPERS. — [13, 1419, 134, 1440]
church-heading: COLOMBO ROAD WESLEYAN CHURCH. — [433, 40, 557, 60]
classified-ad: WANTED, Lady Help, to take charge of three young children, do needlework, and assist in the House. Apply A.M., office of this paper. — [294, 244, 424, 281]
news-paragraph: A despatch from Sir Garnet Wolseley has been published, which reports a decisive victory at Ulundi. Lord Chelmsford, at the head of 5000 men, crossed the river and engaged the Zulu army of about 20,000. The enemy was routed with great loss. The British loss was 10 killed and 53 wounded. — [838, 468, 968, 533]
classified-ad: WANTED KNOWN—Gents' Real Rubber Coats in all sizes. Quantity of Men's Tweed Coats, 12s 6d. New Zealand Clothing Factory. — [294, 482, 424, 519]
pitts-and-co: PITTS AND CO. — [447, 523, 543, 555]
important: IMPORTANT. — [313, 1238, 405, 1254]
second-edition: SECOND EDITION — [731, 392, 804, 426]
dateline: ADELAIDE, July 25. — [864, 715, 943, 726]
ad-number: 3820 — [405, 1651, 424, 1661]
divider — [437, 184, 554, 185]
crushing-defeat: CRUSHING DEFEAT OF THE ENEMY. — [845, 309, 962, 330]
nzcf-heading: New Zealand Clothing Factory — [157, 621, 276, 653]
by-telegraph: [BY TELEGRAPH.] — [731, 447, 804, 458]
church-text: On Thursday, Aug. 7. SUNDAY, AUGUST 10. Morning—Rev W. Baumber. Evening—Rev. A. Reid. — [430, 153, 560, 181]
column-6 — [700, 38, 836, 1356]
classified-ad: WANTED KNOWN — Parents and Guardians are invited to inspect the immense stock of Boys' Clothing now being shown at reduced prices. New Zealand Clothing Factory. — [294, 197, 424, 243]
ross: AND Mr. JOHN ROSS, Of Sargood, Son, and Ewen, — [147, 263, 285, 282]
zulu-heading: THE ZULU WAR. — [733, 842, 802, 853]
reuters: [REUTER'S TELEGRAMS.] — [714, 942, 821, 953]
classified-ad: WANTED KNOWN, that owing to the influx of Settlers now leaving Christchurch by train, can secure good mixture lots of Drapery at Manchester House, Manchester street. 1758 — [294, 935, 424, 982]
